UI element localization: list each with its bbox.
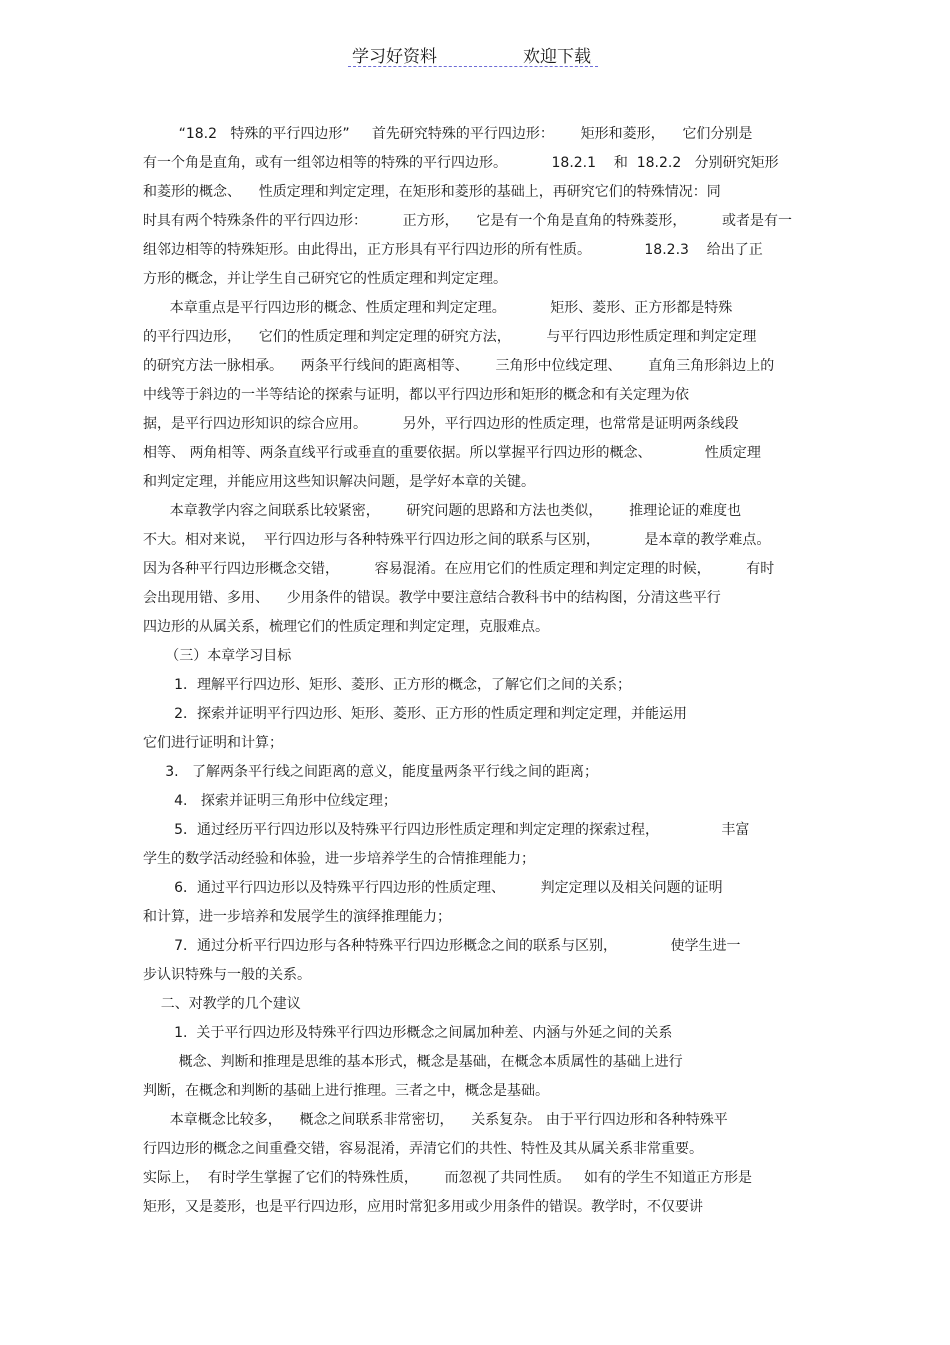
text-line: 和菱形的概念、 性质定理和判定定理，在矩形和菱形的基础上，再研究它们的特殊情况：同 [143, 184, 721, 200]
text-line: 组邻边相等的特殊矩形。由此得出，正方形具有平行四边形的所有性质。 18.2.3 给出了正 [143, 242, 763, 258]
text-line: 7．通过分析平行四边形与各种特殊平行四边形概念之间的联系与区别， 使学生进一 [143, 938, 741, 954]
text-line: 中线等于斜边的一半等结论的探索与证明，都以平行四边形和矩形的概念和有关定理为依 [143, 387, 689, 403]
text-line: 实际上， 有时学生掌握了它们的特殊性质， 而忽视了共同性质。 如有的学生不知道正方形是 [143, 1170, 752, 1186]
text-line: 2．探索并证明平行四边形、矩形、菱形、正方形的性质定理和判定定理，并能运用 [143, 706, 688, 722]
text-line: 因为各种平行四边形概念交错， 容易混淆。在应用它们的性质定理和判定定理的时候， 有时 [143, 561, 775, 577]
text-line: 二、对教学的几个建议 [143, 996, 301, 1012]
text-line: 相等、 两角相等、两条直线平行或垂直的重要依据。所以掌握平行四边形的概念、 性质定理 [143, 445, 761, 461]
text-line: 3. 了解两条平行线之间距离的意义，能度量两条平行线之间的距离； [143, 764, 598, 780]
header-left-text: 学习好资料 [352, 47, 437, 67]
text-line: 方形的概念，并让学生自己研究它的性质定理和判定定理。 [143, 271, 507, 287]
text-line: 四边形的从属关系，梳理它们的性质定理和判定定理，克服难点。 [143, 619, 549, 635]
text-line: 本章教学内容之间联系比较紧密， 研究问题的思路和方法也类似， 推理论证的难度也 [143, 503, 742, 519]
text-line: 行四边形的概念之间重叠交错，容易混淆，弄清它们的共性、特性及其从属关系非常重要。 [143, 1141, 703, 1157]
text-line: 学生的数学活动经验和体验，进一步培养学生的合情推理能力； [143, 851, 535, 867]
text-line: 的研究方法一脉相承。 两条平行线间的距离相等、 三角形中位线定理、 直角三角形斜边上的 [143, 358, 775, 374]
text-line: 它们进行证明和计算； [143, 735, 283, 751]
text-line: 的平行四边形， 它们的性质定理和判定定理的研究方法， 与平行四边形性质定理和判定定理 [143, 329, 757, 345]
text-line: 1．理解平行四边形、矩形、菱形、正方形的概念，了解它们之间的关系； [143, 677, 632, 693]
text-line: 本章重点是平行四边形的概念、性质定理和判定定理。 矩形、菱形、正方形都是特殊 [143, 300, 733, 316]
text-line: 矩形，又是菱形，也是平行四边形，应用时常犯多用或少用条件的错误。教学时，不仅要讲 [143, 1199, 703, 1215]
text-line: 有一个角是直角，或有一组邻边相等的特殊的平行四边形。 18.2.1 和 18.2.2 分别研究矩形 [143, 155, 779, 171]
header-right-text: 欢迎下载 [523, 47, 591, 67]
text-line: 6．通过平行四边形以及特殊平行四边形的性质定理、 判定定理以及相关问题的证明 [143, 880, 723, 896]
text-line: 5．通过经历平行四边形以及特殊平行四边形性质定理和判定定理的探索过程， 丰富 [143, 822, 750, 838]
text-line: 概念、判断和推理是思维的基本形式，概念是基础，在概念本质属性的基础上进行 [143, 1054, 683, 1070]
text-line: 会出现用错、多用、 少用条件的错误。教学中要注意结合教科书中的结构图，分清这些平行 [143, 590, 721, 606]
page-header [348, 40, 598, 67]
text-line: 时具有两个特殊条件的平行四边形： 正方形， 它是有一个角是直角的特殊菱形， 或者是有一 [143, 213, 793, 229]
text-line: 步认识特殊与一般的关系。 [143, 967, 311, 983]
text-line: 和判定定理，并能应用这些知识解决问题，是学好本章的关键。 [143, 474, 535, 490]
text-line: “18.2 特殊的平行四边形” 首先研究特殊的平行四边形： 矩形和菱形， 它们分别是 [143, 126, 753, 142]
text-line: 1. 关于平行四边形及特殊平行四边形概念之间属加种差、内涵与外延之间的关系 [143, 1025, 673, 1041]
text-line: 4. 探索并证明三角形中位线定理； [143, 793, 397, 809]
text-line: 判断，在概念和判断的基础上进行推理。三者之中，概念是基础。 [143, 1083, 549, 1099]
text-line: 本章概念比较多， 概念之间联系非常密切， 关系复杂。 由于平行四边形和各种特殊平 [143, 1112, 728, 1128]
text-line: 和计算，进一步培养和发展学生的演绎推理能力； [143, 909, 451, 925]
text-line: 不大。相对来说， 平行四边形与各种特殊平行四边形之间的联系与区别， 是本章的教学难点。 [143, 532, 771, 548]
document-body [143, 120, 813, 1222]
text-line: （三）本章学习目标 [143, 648, 292, 664]
text-line: 据，是平行四边形知识的综合应用。 另外，平行四边形的性质定理，也常常是证明两条线段 [143, 416, 739, 432]
